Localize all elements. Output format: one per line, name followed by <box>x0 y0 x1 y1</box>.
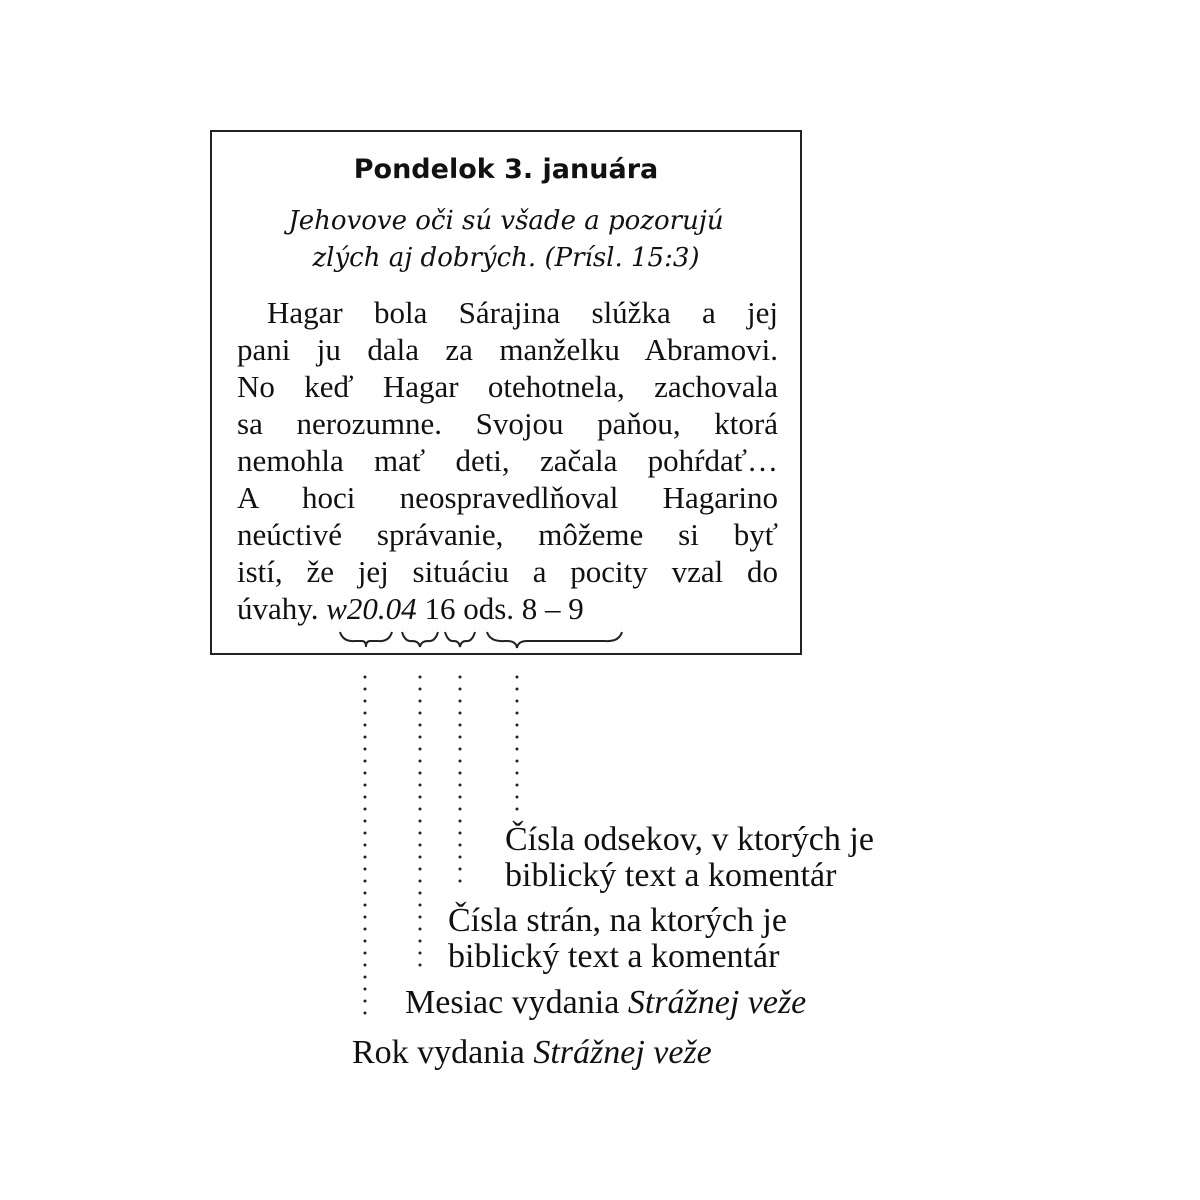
label-year <box>352 1035 712 1071</box>
label-month <box>405 985 806 1021</box>
body-line: No keď Hagar otehotnela, zachovala <box>237 369 778 404</box>
brace-page <box>445 632 475 647</box>
brace-paragraphs <box>487 632 622 648</box>
publication-code: w20.04 <box>326 591 417 626</box>
body-line: istí, že jej situáciu a pocity vzal do <box>237 554 778 589</box>
body-line: A hoci neospravedlňoval Hagarino <box>237 480 778 515</box>
body-line: pani ju dala za manželku Abramovi. <box>237 332 778 367</box>
body-line: neúctivé správanie, môžeme si byť <box>237 517 778 552</box>
label-line: Čísla odsekov, v ktorých je <box>505 821 874 858</box>
verse-line: Jehovove oči sú všade a pozorujú <box>288 206 724 236</box>
brace-month <box>402 632 438 647</box>
label-pages <box>448 903 787 975</box>
label-line: biblický text a komentár <box>505 857 837 894</box>
body-line: nemohla mať deti, začala pohŕdať… <box>237 443 778 478</box>
paragraph-numbers: ods. 8 – 9 <box>463 591 584 626</box>
body-text-end: úvahy. <box>237 591 319 626</box>
label-text: Mesiac vydania <box>405 984 620 1021</box>
body-line: sa nerozumne. Svojou paňou, ktorá <box>237 406 778 441</box>
label-text: Rok vydania <box>352 1034 525 1071</box>
brace-year <box>340 632 392 647</box>
page-number: 16 <box>424 591 456 626</box>
magazine-name: Strážnej veže <box>533 1034 712 1071</box>
body-line: Hagar bola Sárajina slúžka a jej <box>267 295 778 330</box>
label-line: Čísla strán, na ktorých je <box>448 902 787 939</box>
label-line: biblický text a komentár <box>448 938 780 975</box>
label-paragraphs <box>505 822 874 894</box>
verse-line: zlých aj dobrých. (Prísl. 15:3) <box>312 243 700 273</box>
magazine-name: Strážnej veže <box>627 984 807 1021</box>
date-heading: Pondelok 3. januára <box>353 154 659 185</box>
